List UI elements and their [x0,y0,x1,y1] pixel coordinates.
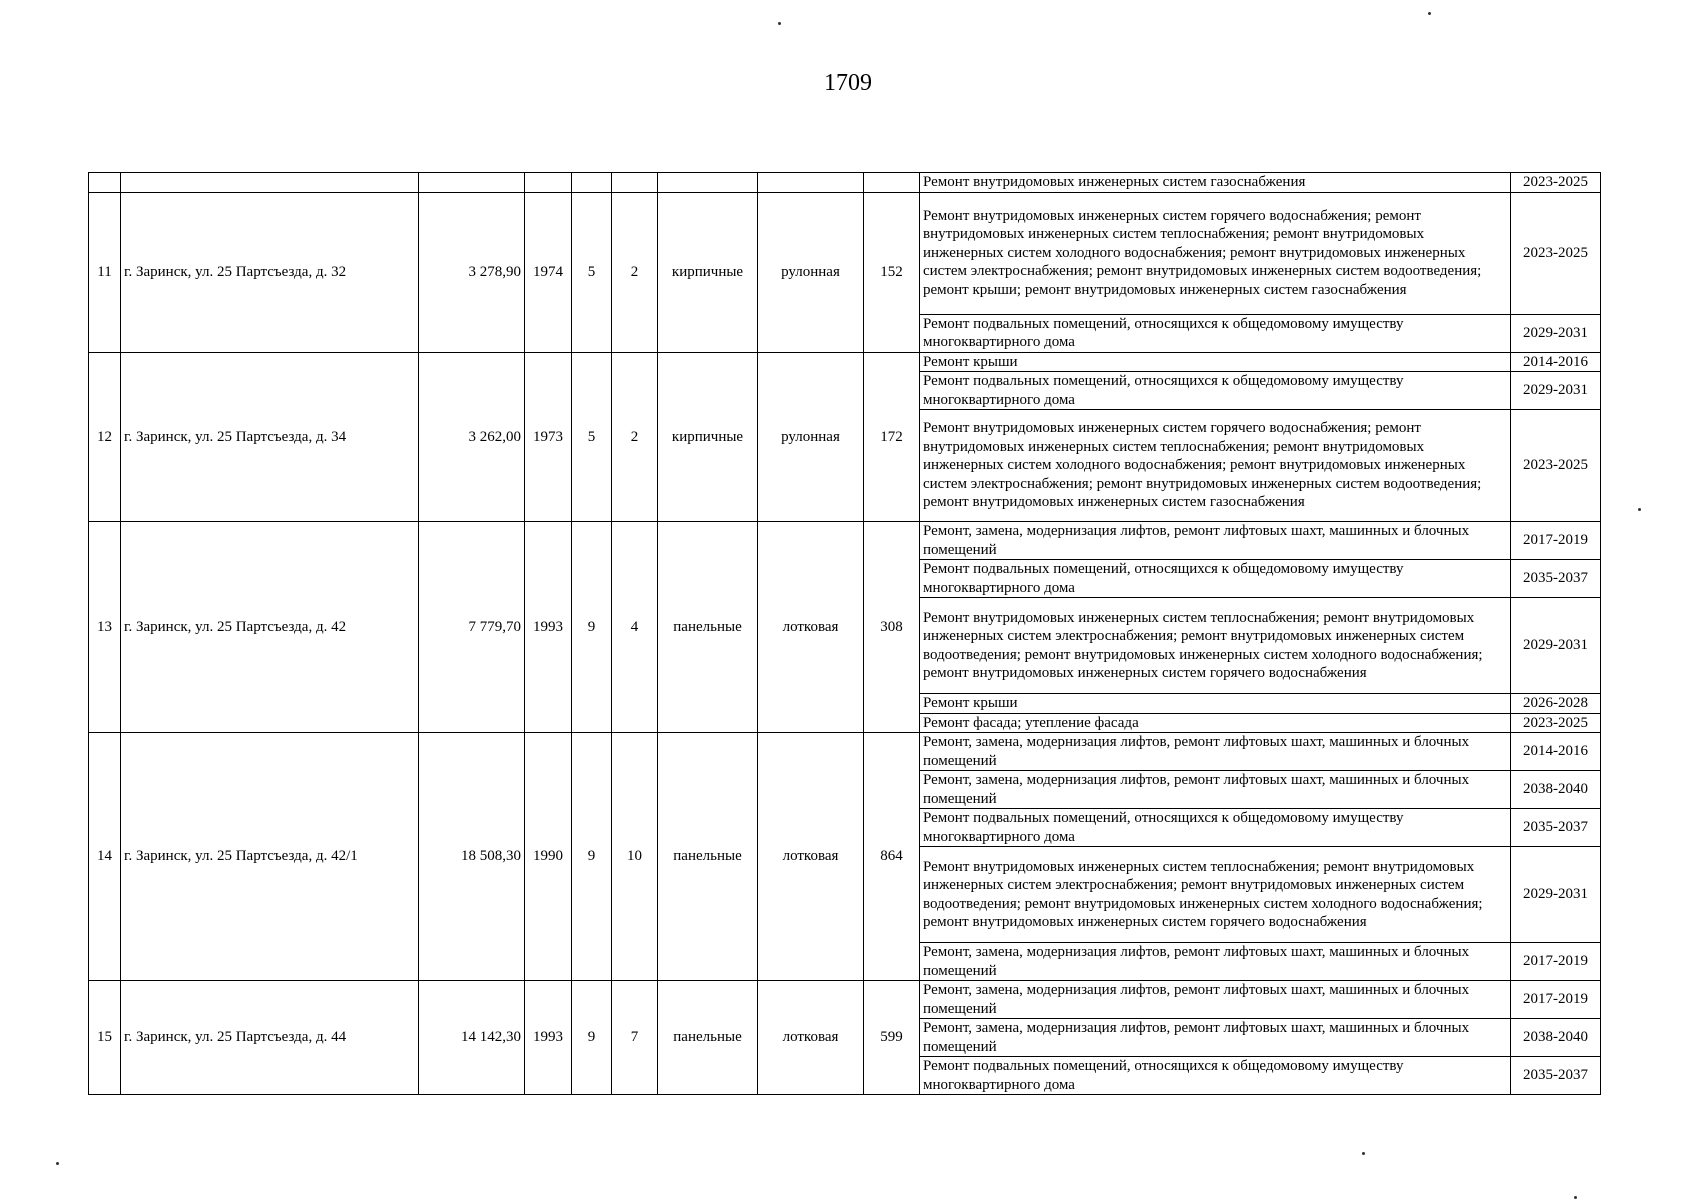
row-number: 14 [89,733,121,981]
blank-cell [525,173,572,193]
work-description: Ремонт фасада; утепление фасада [920,713,1511,733]
building-address: г. Заринск, ул. 25 Партсъезда, д. 42/1 [121,733,419,981]
building-area: 14 142,30 [419,981,525,1095]
construction-year: 1973 [525,352,572,522]
scan-speck [56,1162,59,1165]
work-period: 2029-2031 [1511,847,1601,943]
building-address: г. Заринск, ул. 25 Партсъезда, д. 42 [121,522,419,733]
resident-count: 152 [864,192,920,352]
resident-count: 172 [864,352,920,522]
construction-year: 1993 [525,522,572,733]
floor-count: 9 [572,733,612,981]
blank-cell [658,173,758,193]
blank-cell [758,173,864,193]
entrance-count: 2 [612,192,658,352]
wall-material: панельные [658,981,758,1095]
work-period: 2035-2037 [1511,560,1601,598]
roof-type: лотковая [758,522,864,733]
construction-year: 1993 [525,981,572,1095]
entrance-count: 2 [612,352,658,522]
work-description: Ремонт крыши [920,694,1511,714]
roof-type: рулонная [758,352,864,522]
floor-count: 9 [572,522,612,733]
blank-cell [89,173,121,193]
work-description: Ремонт внутридомовых инженерных систем горячего водоснабжения; ремонт внутридомовых инженерных систем теплоснабжения; ремонт внутридомовых инженерных систем холодного водоснабжения; ремонт внутридомовых инженерных систем электроснабжения; ремонт внутридомовых инженерных систем водоотведения; ремонт внутридомовых инженерных систем газоснабжения [920,410,1511,522]
resident-count: 308 [864,522,920,733]
work-description: Ремонт, замена, модернизация лифтов, ремонт лифтовых шахт, машинных и блочных помещений [920,1019,1511,1057]
blank-cell [121,173,419,193]
building-address: г. Заринск, ул. 25 Партсъезда, д. 32 [121,192,419,352]
row-number: 12 [89,352,121,522]
work-period: 2023-2025 [1511,173,1601,193]
table-row [89,192,1601,314]
work-description: Ремонт, замена, модернизация лифтов, ремонт лифтовых шахт, машинных и блочных помещений [920,771,1511,809]
roof-type: лотковая [758,981,864,1095]
floor-count: 5 [572,192,612,352]
roof-type: лотковая [758,733,864,981]
resident-count: 599 [864,981,920,1095]
page-number: 1709 [824,70,872,96]
work-description: Ремонт, замена, модернизация лифтов, ремонт лифтовых шахт, машинных и блочных помещений [920,981,1511,1019]
building-area: 3 278,90 [419,192,525,352]
work-period: 2038-2040 [1511,771,1601,809]
entrance-count: 7 [612,981,658,1095]
wall-material: кирпичные [658,352,758,522]
work-description: Ремонт подвальных помещений, относящихся к общедомовому имуществу многоквартирного дома [920,560,1511,598]
row-number: 15 [89,981,121,1095]
floor-count: 9 [572,981,612,1095]
work-period: 2029-2031 [1511,314,1601,352]
scan-speck [1574,1196,1577,1199]
work-period: 2029-2031 [1511,372,1601,410]
work-period: 2014-2016 [1511,733,1601,771]
blank-cell [419,173,525,193]
construction-year: 1974 [525,192,572,352]
work-period: 2035-2037 [1511,809,1601,847]
scan-speck [1428,12,1431,15]
building-area: 7 779,70 [419,522,525,733]
work-description: Ремонт, замена, модернизация лифтов, ремонт лифтовых шахт, машинных и блочных помещений [920,522,1511,560]
work-description: Ремонт подвальных помещений, относящихся к общедомовому имуществу многоквартирного дома [920,809,1511,847]
table-row [89,352,1601,372]
work-description: Ремонт, замена, модернизация лифтов, ремонт лифтовых шахт, машинных и блочных помещений [920,943,1511,981]
work-period: 2017-2019 [1511,943,1601,981]
scan-speck [1638,508,1641,511]
work-description: Ремонт, замена, модернизация лифтов, ремонт лифтовых шахт, машинных и блочных помещений [920,733,1511,771]
entrance-count: 4 [612,522,658,733]
row-number: 13 [89,522,121,733]
work-period: 2026-2028 [1511,694,1601,714]
wall-material: панельные [658,522,758,733]
work-description: Ремонт подвальных помещений, относящихся к общедомовому имуществу многоквартирного дома [920,314,1511,352]
work-description: Ремонт внутридомовых инженерных систем горячего водоснабжения; ремонт внутридомовых инженерных систем теплоснабжения; ремонт внутридомовых инженерных систем холодного водоснабжения; ремонт внутридомовых инженерных систем электроснабжения; ремонт внутридомовых инженерных систем водоотведения; ремонт крыши; ремонт внутридомовых инженерных систем газоснабжения [920,192,1511,314]
blank-cell [572,173,612,193]
work-period: 2035-2037 [1511,1057,1601,1095]
resident-count: 864 [864,733,920,981]
blank-cell [864,173,920,193]
work-period: 2023-2025 [1511,713,1601,733]
work-period: 2038-2040 [1511,1019,1601,1057]
scan-speck [1362,1152,1365,1155]
work-description: Ремонт внутридомовых инженерных систем газоснабжения [920,173,1511,193]
wall-material: кирпичные [658,192,758,352]
continuation-row [89,173,1601,193]
scan-speck [778,22,781,25]
roof-type: рулонная [758,192,864,352]
building-address: г. Заринск, ул. 25 Партсъезда, д. 34 [121,352,419,522]
work-description: Ремонт внутридомовых инженерных систем теплоснабжения; ремонт внутридомовых инженерных систем электроснабжения; ремонт внутридомовых инженерных систем водоотведения; ремонт внутридомовых инженерных систем холодного водоснабжения; ремонт внутридомовых инженерных систем горячего водоснабжения [920,598,1511,694]
table-row [89,733,1601,771]
work-period: 2029-2031 [1511,598,1601,694]
table-body [89,173,1601,1095]
work-description: Ремонт подвальных помещений, относящихся к общедомовому имуществу многоквартирного дома [920,1057,1511,1095]
work-period: 2017-2019 [1511,522,1601,560]
blank-cell [612,173,658,193]
floor-count: 5 [572,352,612,522]
building-address: г. Заринск, ул. 25 Партсъезда, д. 44 [121,981,419,1095]
work-description: Ремонт внутридомовых инженерных систем теплоснабжения; ремонт внутридомовых инженерных систем электроснабжения; ремонт внутридомовых инженерных систем водоотведения; ремонт внутридомовых инженерных систем холодного водоснабжения; ремонт внутридомовых инженерных систем горячего водоснабжения [920,847,1511,943]
building-area: 18 508,30 [419,733,525,981]
work-period: 2017-2019 [1511,981,1601,1019]
work-period: 2014-2016 [1511,352,1601,372]
entrance-count: 10 [612,733,658,981]
wall-material: панельные [658,733,758,981]
work-period: 2023-2025 [1511,192,1601,314]
construction-year: 1990 [525,733,572,981]
repair-program-table [88,172,1601,1095]
building-area: 3 262,00 [419,352,525,522]
table-row [89,522,1601,560]
work-description: Ремонт крыши [920,352,1511,372]
row-number: 11 [89,192,121,352]
work-description: Ремонт подвальных помещений, относящихся к общедомовому имуществу многоквартирного дома [920,372,1511,410]
work-period: 2023-2025 [1511,410,1601,522]
table-row [89,981,1601,1019]
